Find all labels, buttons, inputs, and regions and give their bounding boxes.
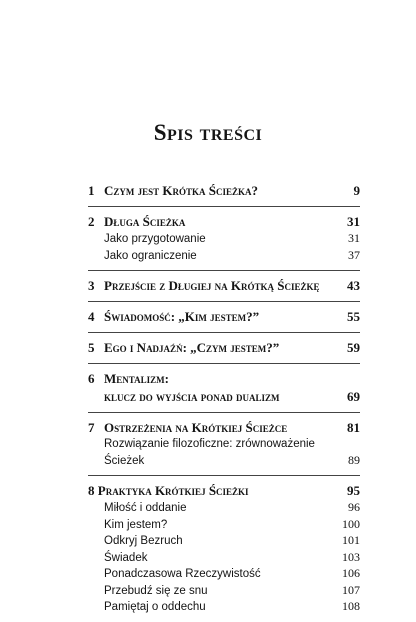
toc-entry[interactable] [88, 339, 360, 357]
section-title: Mentalizm: [104, 371, 169, 386]
toc-subentry[interactable] [88, 248, 360, 265]
page-number: 31 [348, 231, 360, 245]
page-number: 95 [347, 483, 360, 498]
page-number: 31 [347, 214, 360, 229]
section-number: 8 [88, 483, 95, 498]
section-title-continued: klucz do wyjścia ponad dualizm [104, 389, 280, 404]
page-number: 55 [347, 309, 360, 324]
toc-section-7 [88, 412, 360, 475]
toc-subentry[interactable] [88, 566, 360, 583]
toc-section-6 [88, 363, 360, 412]
toc-entry[interactable] [88, 182, 360, 200]
toc-subentry[interactable] [88, 599, 360, 616]
page-number: 81 [347, 420, 360, 435]
subentry-title: Świadek [104, 551, 148, 564]
subentry-title: Rozwiązanie filozoficzne: zrównoważenie [104, 438, 315, 450]
section-number: 7 [88, 420, 95, 435]
toc-entry[interactable] [88, 308, 360, 326]
section-title: Świadomość: „Kim jestem?” [104, 309, 260, 324]
toc-subentry[interactable] [88, 437, 360, 469]
toc-section-5 [88, 332, 360, 363]
subentry-title-continued: Ścieżek [104, 454, 145, 467]
subentry-title: Jako przygotowanie [104, 233, 206, 245]
subentry-title: Jako ograniczenie [104, 249, 197, 262]
toc-section-2 [88, 206, 360, 270]
page-number: 108 [342, 599, 360, 613]
page-number: 37 [348, 247, 360, 262]
section-title: Przejście z Długiej na Krótką Ścieżkę [104, 278, 320, 293]
table-of-contents [88, 176, 360, 622]
subentry-title: Ponadczasowa Rzeczywistość [104, 568, 261, 580]
toc-entry[interactable] [88, 277, 360, 295]
page-number: 107 [342, 582, 360, 597]
page-title: Spis treści [153, 120, 263, 145]
toc-entry[interactable] [88, 213, 360, 231]
toc-subentry[interactable] [88, 583, 360, 600]
toc-subentry[interactable] [88, 533, 360, 550]
toc-section-4 [88, 301, 360, 332]
section-title: Czym jest Krótka Ścieżka? [104, 183, 258, 198]
section-number: 5 [88, 340, 95, 355]
section-number: 2 [88, 214, 95, 229]
section-title: Długa Ścieżka [104, 214, 186, 229]
subentry-title: Kim jestem? [104, 518, 168, 531]
subentry-title: Pamiętaj o oddechu [104, 601, 206, 613]
page-number: 96 [348, 500, 360, 514]
section-title: Praktyka Krótkiej Ścieżki [97, 483, 249, 498]
toc-entry[interactable] [88, 370, 360, 406]
toc-section-3 [88, 270, 360, 301]
toc-subentry[interactable] [88, 231, 360, 248]
page-number: 106 [342, 566, 360, 580]
toc-subentry[interactable] [88, 500, 360, 517]
toc-section-1 [88, 176, 360, 206]
page-number: 43 [347, 278, 360, 293]
page-number: 100 [342, 516, 360, 531]
subentry-title: Przebudź się ze snu [104, 584, 208, 597]
subentry-title: Miłość i oddanie [104, 502, 187, 514]
section-number: 1 [88, 183, 95, 198]
section-title: Ostrzeżenia na Krótkiej Ścieżce [104, 420, 288, 435]
page-number: 9 [353, 183, 360, 198]
toc-section-8 [88, 475, 360, 622]
page-number: 103 [342, 549, 360, 564]
page-number: 89 [348, 452, 360, 467]
toc-entry[interactable] [88, 419, 360, 437]
section-number: 4 [88, 309, 95, 324]
section-number: 6 [88, 371, 95, 386]
section-title: Ego i Nadjaźń: „Czym jestem?” [104, 340, 280, 355]
toc-entry[interactable] [88, 482, 360, 500]
page-number: 69 [347, 389, 360, 404]
page-number: 59 [347, 340, 360, 355]
subentry-title: Odkryj Bezruch [104, 535, 183, 547]
page-number: 101 [342, 533, 360, 547]
toc-subentry[interactable] [88, 550, 360, 567]
toc-subentry[interactable] [88, 517, 360, 534]
section-number: 3 [88, 278, 95, 293]
